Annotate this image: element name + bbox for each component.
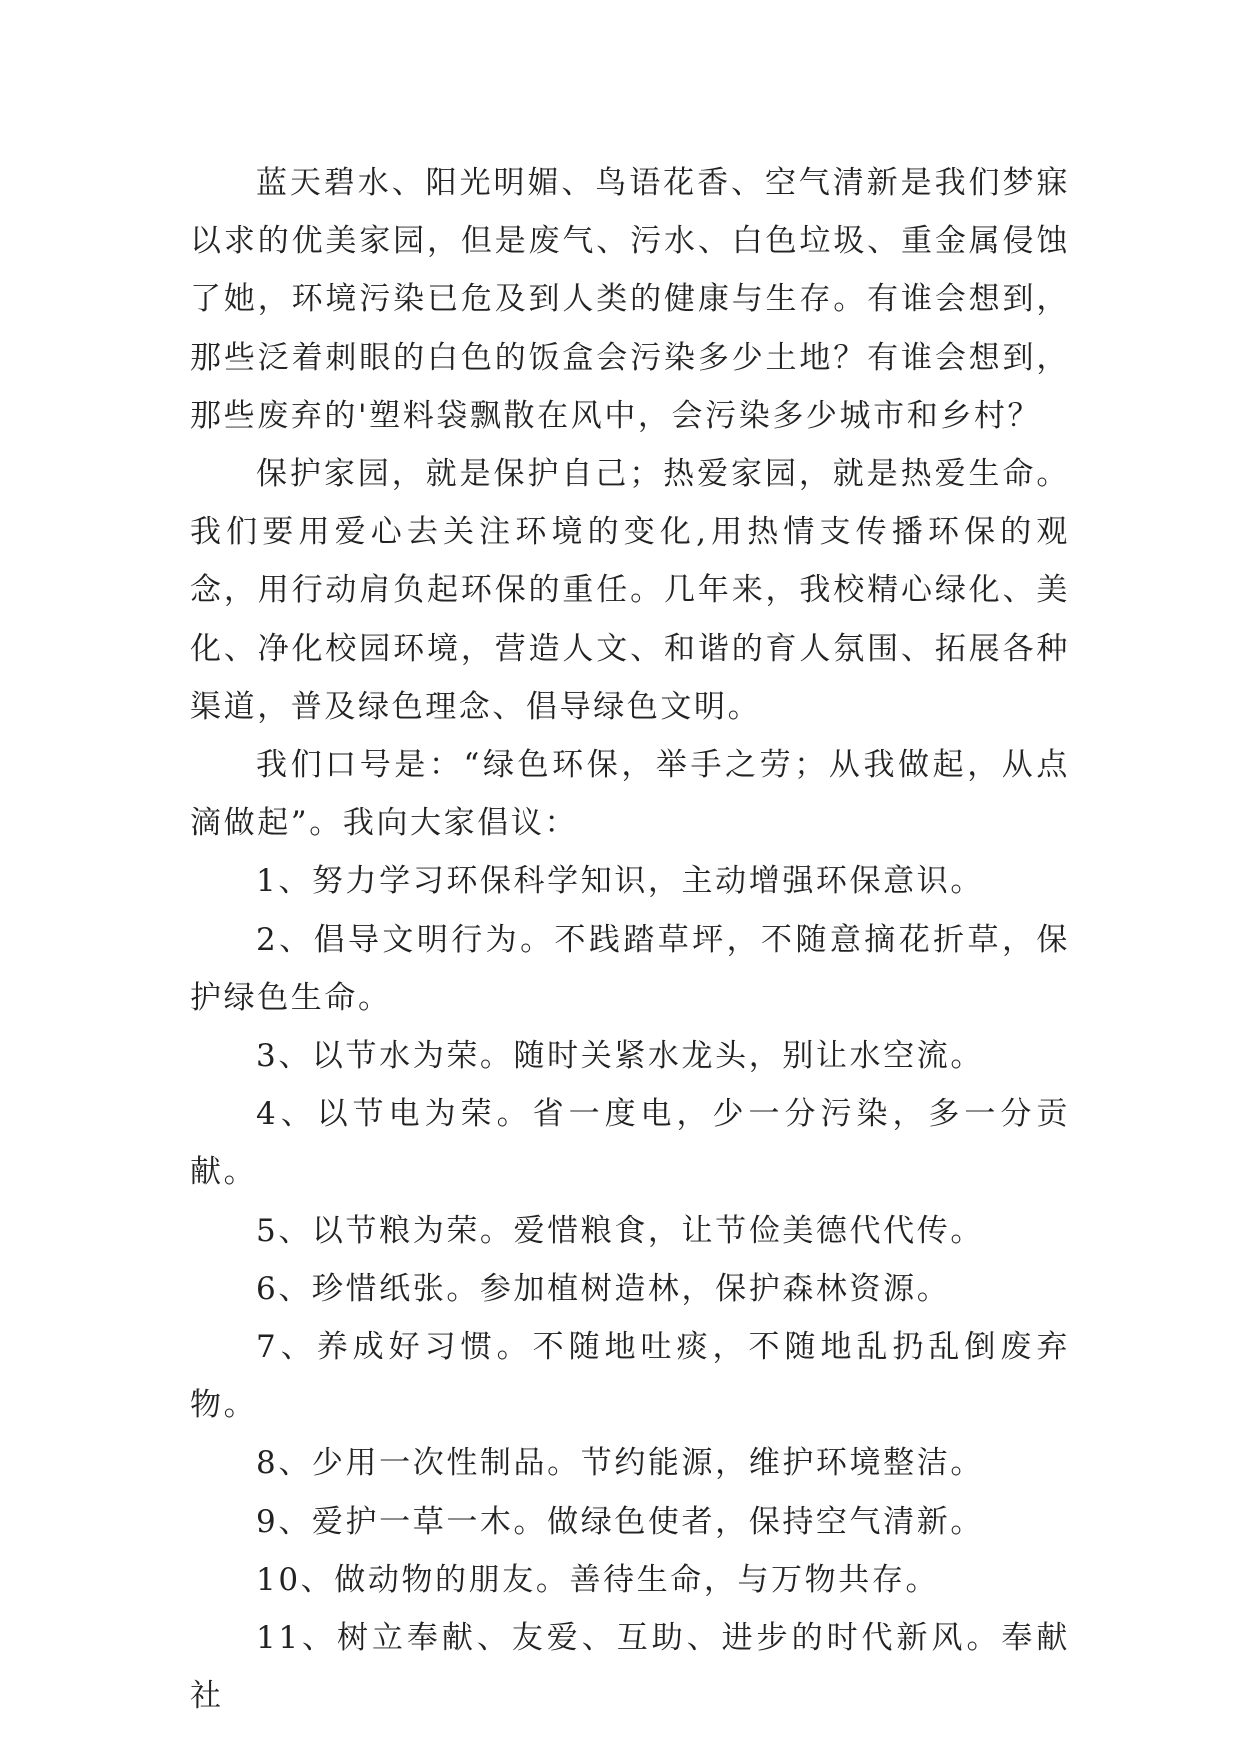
list-item: 9、爱护一草一木。做绿色使者，保持空气清新。: [256, 1503, 984, 1540]
list-item: 4、以节电为荣。省一度电，少一分污染，多一分贡献。: [190, 1096, 1070, 1191]
paragraph-slogan: 我们口号是：“绿色环保，举手之劳；从我做起，从点滴做起”。我向大家倡议：: [190, 747, 1070, 842]
list-item: 10、做动物的朋友。善待生命，与万物共存。: [256, 1561, 940, 1598]
list-item: 8、少用一次性制品。节约能源，维护环境整洁。: [256, 1445, 984, 1482]
list-item: 7、养成好习惯。不随地吐痰，不随地乱扔乱倒废弃物。: [190, 1329, 1070, 1424]
list-item: 6、珍惜纸张。参加植树造林，保护森林资源。: [256, 1270, 951, 1307]
list-item: 3、以节水为荣。随时关紧水龙头，别让水空流。: [256, 1038, 984, 1075]
list-item: 1、努力学习环保科学知识，主动增强环保意识。: [256, 863, 984, 900]
list-item: 2、倡导文明行为。不践踏草坪，不随意摘花折草，保护绿色生命。: [190, 921, 1070, 1016]
list-item: 11、树立奉献、友爱、互助、进步的时代新风。奉献社: [190, 1620, 1070, 1715]
document-body: [190, 154, 1070, 1725]
list-item: 5、以节粮为荣。爱惜粮食，让节俭美德代代传。: [256, 1212, 984, 1249]
paragraph-protect-home: 保护家园，就是保护自己；热爱家园，就是热爱生命。我们要用爱心去关注环境的变化,用热情支传播环保的观念，用行动肩负起环保的重任。几年来，我校精心绿化、美化、净化校园环境，营造人文、和谐的育人氛围、拓展各种渠道，普及绿色理念、倡导绿色文明。: [190, 456, 1070, 725]
paragraph-intro: 蓝天碧水、阳光明媚、鸟语花香、空气清新是我们梦寐以求的优美家园，但是废气、污水、白色垃圾、重金属侵蚀了她，环境污染已危及到人类的健康与生存。有谁会想到，那些泛着刺眼的白色的饭盒会污染多少土地？有谁会想到，那些废弃的'塑料袋飘散在风中，会污染多少城市和乡村？: [190, 165, 1070, 434]
